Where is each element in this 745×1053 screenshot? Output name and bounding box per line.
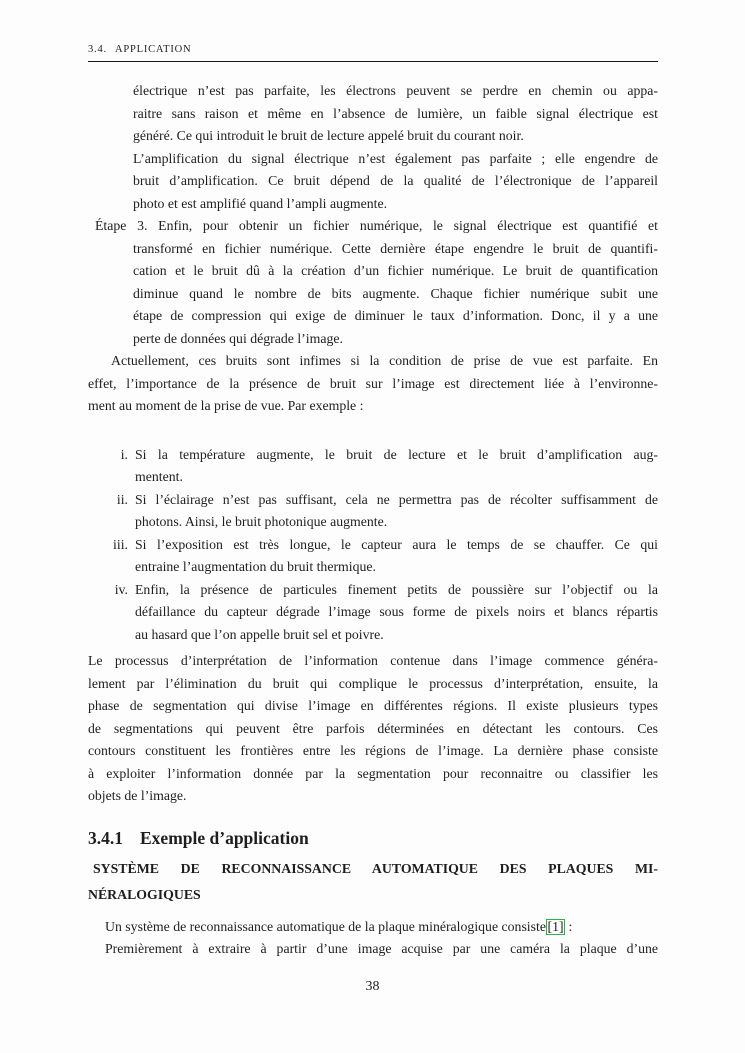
examples-list bbox=[113, 444, 658, 647]
text-line bbox=[88, 916, 658, 939]
list-item-marker: i. bbox=[120, 446, 128, 462]
etape3-item bbox=[95, 215, 658, 350]
text-line: défaillance du capteur dégrade l’image sous forme de pixels noirs et blancs répartis bbox=[135, 604, 658, 619]
etape3-label: Étape 3. bbox=[95, 218, 148, 233]
text-line: mentent. bbox=[135, 469, 183, 484]
text-line: SYSTÈME DE RECONNAISSANCE AUTOMATIQUE DES PLAQUES MI- bbox=[93, 860, 658, 876]
text-line: Premièrement à extraire à partir d’une image acquise par une caméra la plaque d’une bbox=[105, 941, 658, 956]
text-line: entraine l’augmentation du bruit thermique. bbox=[135, 559, 376, 574]
text-line: Enfin, la présence de particules finement petits de poussière sur l’objectif ou la bbox=[135, 581, 658, 597]
subsection-number: 3.4.1 bbox=[88, 827, 123, 848]
text-line: au hasard que l’on appelle bruit sel et poivre. bbox=[135, 626, 384, 642]
text-line: NÉRALOGIQUES bbox=[88, 886, 201, 902]
list-item bbox=[114, 579, 658, 647]
citation-link[interactable]: [1] bbox=[547, 918, 564, 934]
list-item-marker: ii. bbox=[116, 491, 128, 507]
text-line: lement par l’élimination du bruit qui complique le processus d’interprétation, ensuite, la bbox=[88, 675, 658, 691]
text-line: perte de données qui dégrade l’image. bbox=[133, 330, 343, 346]
text-line: photo et est amplifié quand l’ampli augmente. bbox=[133, 195, 388, 211]
text-line: cation et le bruit dû à la création d’un fichier numérique. Le bruit de quantification bbox=[133, 263, 658, 278]
text-line: étape de compression qui exige de diminuer le taux d’information. Donc, il y a une bbox=[133, 308, 658, 323]
running-header bbox=[88, 44, 658, 55]
text-line: raitre sans raison et même en l’absence de lumière, un faible signal électrique est bbox=[133, 105, 658, 121]
list-item bbox=[120, 444, 658, 489]
read-noise-paragraph bbox=[133, 80, 658, 148]
list-item bbox=[116, 489, 658, 534]
text-line: de segmentations qui peuvent être parfois déterminées en détectant les contours. Ces bbox=[88, 720, 658, 736]
text-line: contours constituent les frontières entre les régions de l’image. La dernière phase consiste bbox=[88, 743, 658, 758]
page-number: 38 bbox=[365, 979, 380, 994]
text-line: diminue quand le nombre de bits augmente. Chaque fichier numérique subit une bbox=[133, 285, 658, 301]
text-line: ment au moment de la prise de vue. Par exemple : bbox=[88, 398, 364, 413]
text-line: Si la température augmente, le bruit de lecture et le bruit d’amplification aug- bbox=[135, 446, 658, 462]
text-line: L’amplification du signal électrique n’est également pas parfaite ; elle engendre de bbox=[133, 150, 658, 166]
subsection-heading bbox=[88, 826, 658, 850]
etape3-first-line: Enfin, pour obtenir un fichier numérique, le signal électrique est quantifié et bbox=[147, 218, 658, 233]
text-line: effet, l’importance de la présence de bruit sur l’image est directement liée à l’environne- bbox=[88, 375, 658, 391]
consiste-suffix: : bbox=[565, 918, 573, 934]
consiste-text: Un système de reconnaissance automatique de la plaque minéralogique consiste bbox=[105, 918, 546, 934]
subsection-title: Exemple d’application bbox=[140, 827, 309, 848]
text-line bbox=[95, 215, 658, 238]
list-item-marker: iii. bbox=[113, 536, 128, 552]
text-line: phase de segmentation qui divise l’image en différentes régions. Il existe plusieurs types bbox=[88, 698, 658, 713]
list-item-marker: iv. bbox=[114, 581, 128, 597]
running-header-section-title: APPLICATION bbox=[114, 44, 192, 55]
text-line: Si l’exposition est très longue, le capteur aura le temps de se chauffer. Ce qui bbox=[135, 536, 658, 552]
text-line: transformé en fichier numérique. Cette dernière étape engendre le bruit de quantifi- bbox=[133, 240, 658, 256]
text-line: objets de l’image. bbox=[88, 788, 187, 803]
text-line: à exploiter l’information donnée par la segmentation pour reconnaitre ou classifier les bbox=[88, 765, 658, 781]
page-body bbox=[88, 80, 658, 961]
processus-paragraph bbox=[88, 650, 658, 808]
text-line: généré. Ce qui introduit le bruit de lecture appelé bruit du courant noir. bbox=[133, 128, 524, 143]
text-line: photons. Ainsi, le bruit photonique augmente. bbox=[135, 514, 388, 529]
text-line: électrique n’est pas parfaite, les électrons peuvent se perdre en chemin ou appa- bbox=[133, 83, 658, 98]
system-heading bbox=[88, 856, 658, 908]
header-rule bbox=[88, 61, 658, 62]
text-line: Le processus d’interprétation de l’information contenue dans l’image commence généra- bbox=[88, 653, 658, 668]
running-header-section-number: 3.4. bbox=[88, 44, 107, 55]
amplification-paragraph bbox=[133, 148, 658, 216]
list-item bbox=[113, 534, 658, 579]
consiste-paragraph bbox=[88, 916, 658, 961]
text-line: bruit d’amplification. Ce bruit dépend de la qualité de l’électronique de l’appareil bbox=[133, 173, 658, 188]
actuellement-paragraph bbox=[88, 350, 658, 418]
text-line: Actuellement, ces bruits sont infimes si la condition de prise de vue est parfaite. En bbox=[111, 353, 658, 368]
text-line: Si l’éclairage n’est pas suffisant, cela ne permettra pas de récolter suffisamment de bbox=[135, 491, 658, 507]
